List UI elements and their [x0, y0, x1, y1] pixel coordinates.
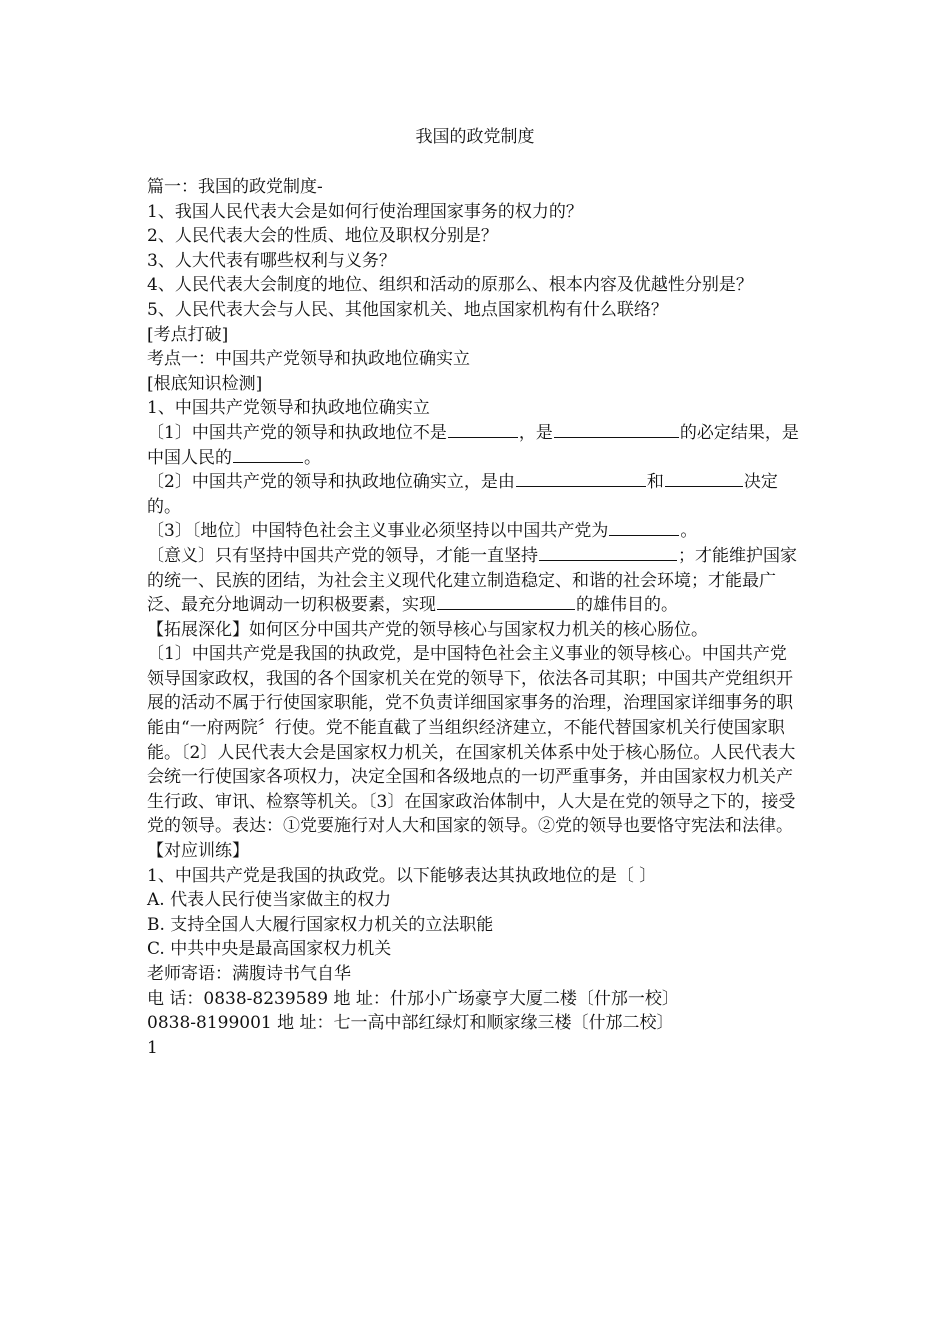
option-c: C. 中共中央是最高国家权力机关 [147, 939, 392, 960]
extension-paragraph: 〔1〕中国共产党是我国的执政党，是中国特色社会主义事业的领导核心。中国共产党领导国家政权，我国的各个国家机关在党的领导下，依法各司其职；中国共产党组织开展的活动不属于行使国家职能，党不负责详细国家事务的治理，治理国家详细事务的职能由“一府两院〞行使。党不能直截了当组织经济建立，不能代替国家机关行使国家职能。〔2〕人民代表大会是国家权力机关，在国家机关体系中处于核心肠位。人民代表大会统一行使国家各项权力，决定全国和各级地点的一切严重事务，并由国家权力机关产生行政、审讯、检察等机关。〔3〕在国家政治体制中，人大是在党的领导之下的，接受党的领导。表达：①党要施行对人大和国家的领导。②党的领导也要恪守宪法和法律。 [147, 644, 796, 837]
teacher-message: 老师寄语：满腹诗书气自华 [147, 964, 351, 984]
text-segment: 〔3〕〔地位〕中国特色社会主义事业必须坚持以中国共产党为 [147, 521, 609, 542]
contact-line-1: 电 话：0838-8239589 地 址：什邡小广场豪亨大厦二楼〔什邡一校〕 [147, 988, 679, 1009]
text-segment: 。 [304, 447, 321, 468]
text-segment: 决定的。 [147, 472, 778, 517]
exercise-heading: 【对应训练】 [147, 841, 249, 862]
contact-line-2: 0838-8199001 地 址：七一高中部红绿灯和顺家缘三楼〔什邡二校〕 [147, 1013, 674, 1034]
answer-blank[interactable] [437, 608, 575, 610]
answer-blank[interactable] [609, 534, 679, 536]
document-body [147, 175, 803, 1060]
text-segment: 的雄伟目的。 [576, 595, 678, 616]
text-segment: ，是 [518, 422, 553, 443]
document-title: 我国的政党制度 [415, 127, 535, 147]
question-5: 5、人民代表大会与人民、其他国家机关、地点国家机构有什么联络？ [147, 299, 668, 320]
page-number: 1 [147, 1037, 158, 1058]
answer-blank[interactable] [516, 485, 646, 487]
extension-heading: 【拓展深化】如何区分中国共产党的领导核心与国家权力机关的核心肠位。 [147, 619, 708, 640]
text-segment: 和 [646, 472, 664, 493]
exercise-question-1: 1、中国共产党是我国的执政党。以下能够表达其执政地位的是〔 〕 [147, 865, 657, 886]
answer-blank[interactable] [539, 559, 677, 561]
question-4: 4、人民代表大会制度的地位、组织和活动的原那么、根本内容及优越性分别是？ [147, 275, 753, 296]
option-a: A. 代表人民行使当家做主的权力 [147, 890, 392, 911]
text-segment: 的必定结果，是中国人民的 [147, 422, 799, 468]
section-label-kaodian: [考点打破] [147, 324, 229, 345]
fill-in-item-1 [147, 421, 803, 470]
text-segment: 〔2〕中国共产党的领导和执政地位确实立，是由 [147, 472, 515, 493]
answer-blank[interactable] [665, 485, 743, 487]
question-3: 3、人大代表有哪些权利与义务？ [147, 250, 396, 271]
section-heading: 篇一：我国的政党制度- [147, 177, 323, 197]
fill-in-item-2 [147, 470, 803, 519]
question-2: 2、人民代表大会的性质、地位及职权分别是？ [147, 226, 498, 247]
question-1: 1、我国人民代表大会是如何行使治理国家事务的权力的？ [147, 201, 583, 222]
fill-in-item-3 [147, 519, 803, 544]
answer-blank[interactable] [233, 461, 303, 463]
option-b: B. 支持全国人大履行国家权力机关的立法职能 [147, 914, 494, 935]
kaodian-1-heading: 考点一：中国共产党领导和执政地位确实立 [147, 349, 470, 370]
text-segment: 。 [680, 521, 698, 542]
item-1-heading: 1、中国共产党领导和执政地位确实立 [147, 398, 430, 419]
answer-blank[interactable] [448, 436, 518, 438]
section-label-jichu: [根底知识检测] [147, 373, 263, 394]
fill-in-item-4 [147, 544, 803, 618]
answer-blank[interactable] [554, 436, 679, 438]
text-segment: ；才能维护国家的统一、民族的团结，为社会主义现代化建立制造稳定、和谐的社会环境；才能最广泛、最充分地调动一切积极要素，实现 [147, 545, 797, 616]
text-segment: 〔意义〕只有坚持中国共产党的领导，才能一直坚持 [147, 545, 538, 566]
text-segment: 〔1〕中国共产党的领导和执政地位不是 [147, 422, 447, 443]
